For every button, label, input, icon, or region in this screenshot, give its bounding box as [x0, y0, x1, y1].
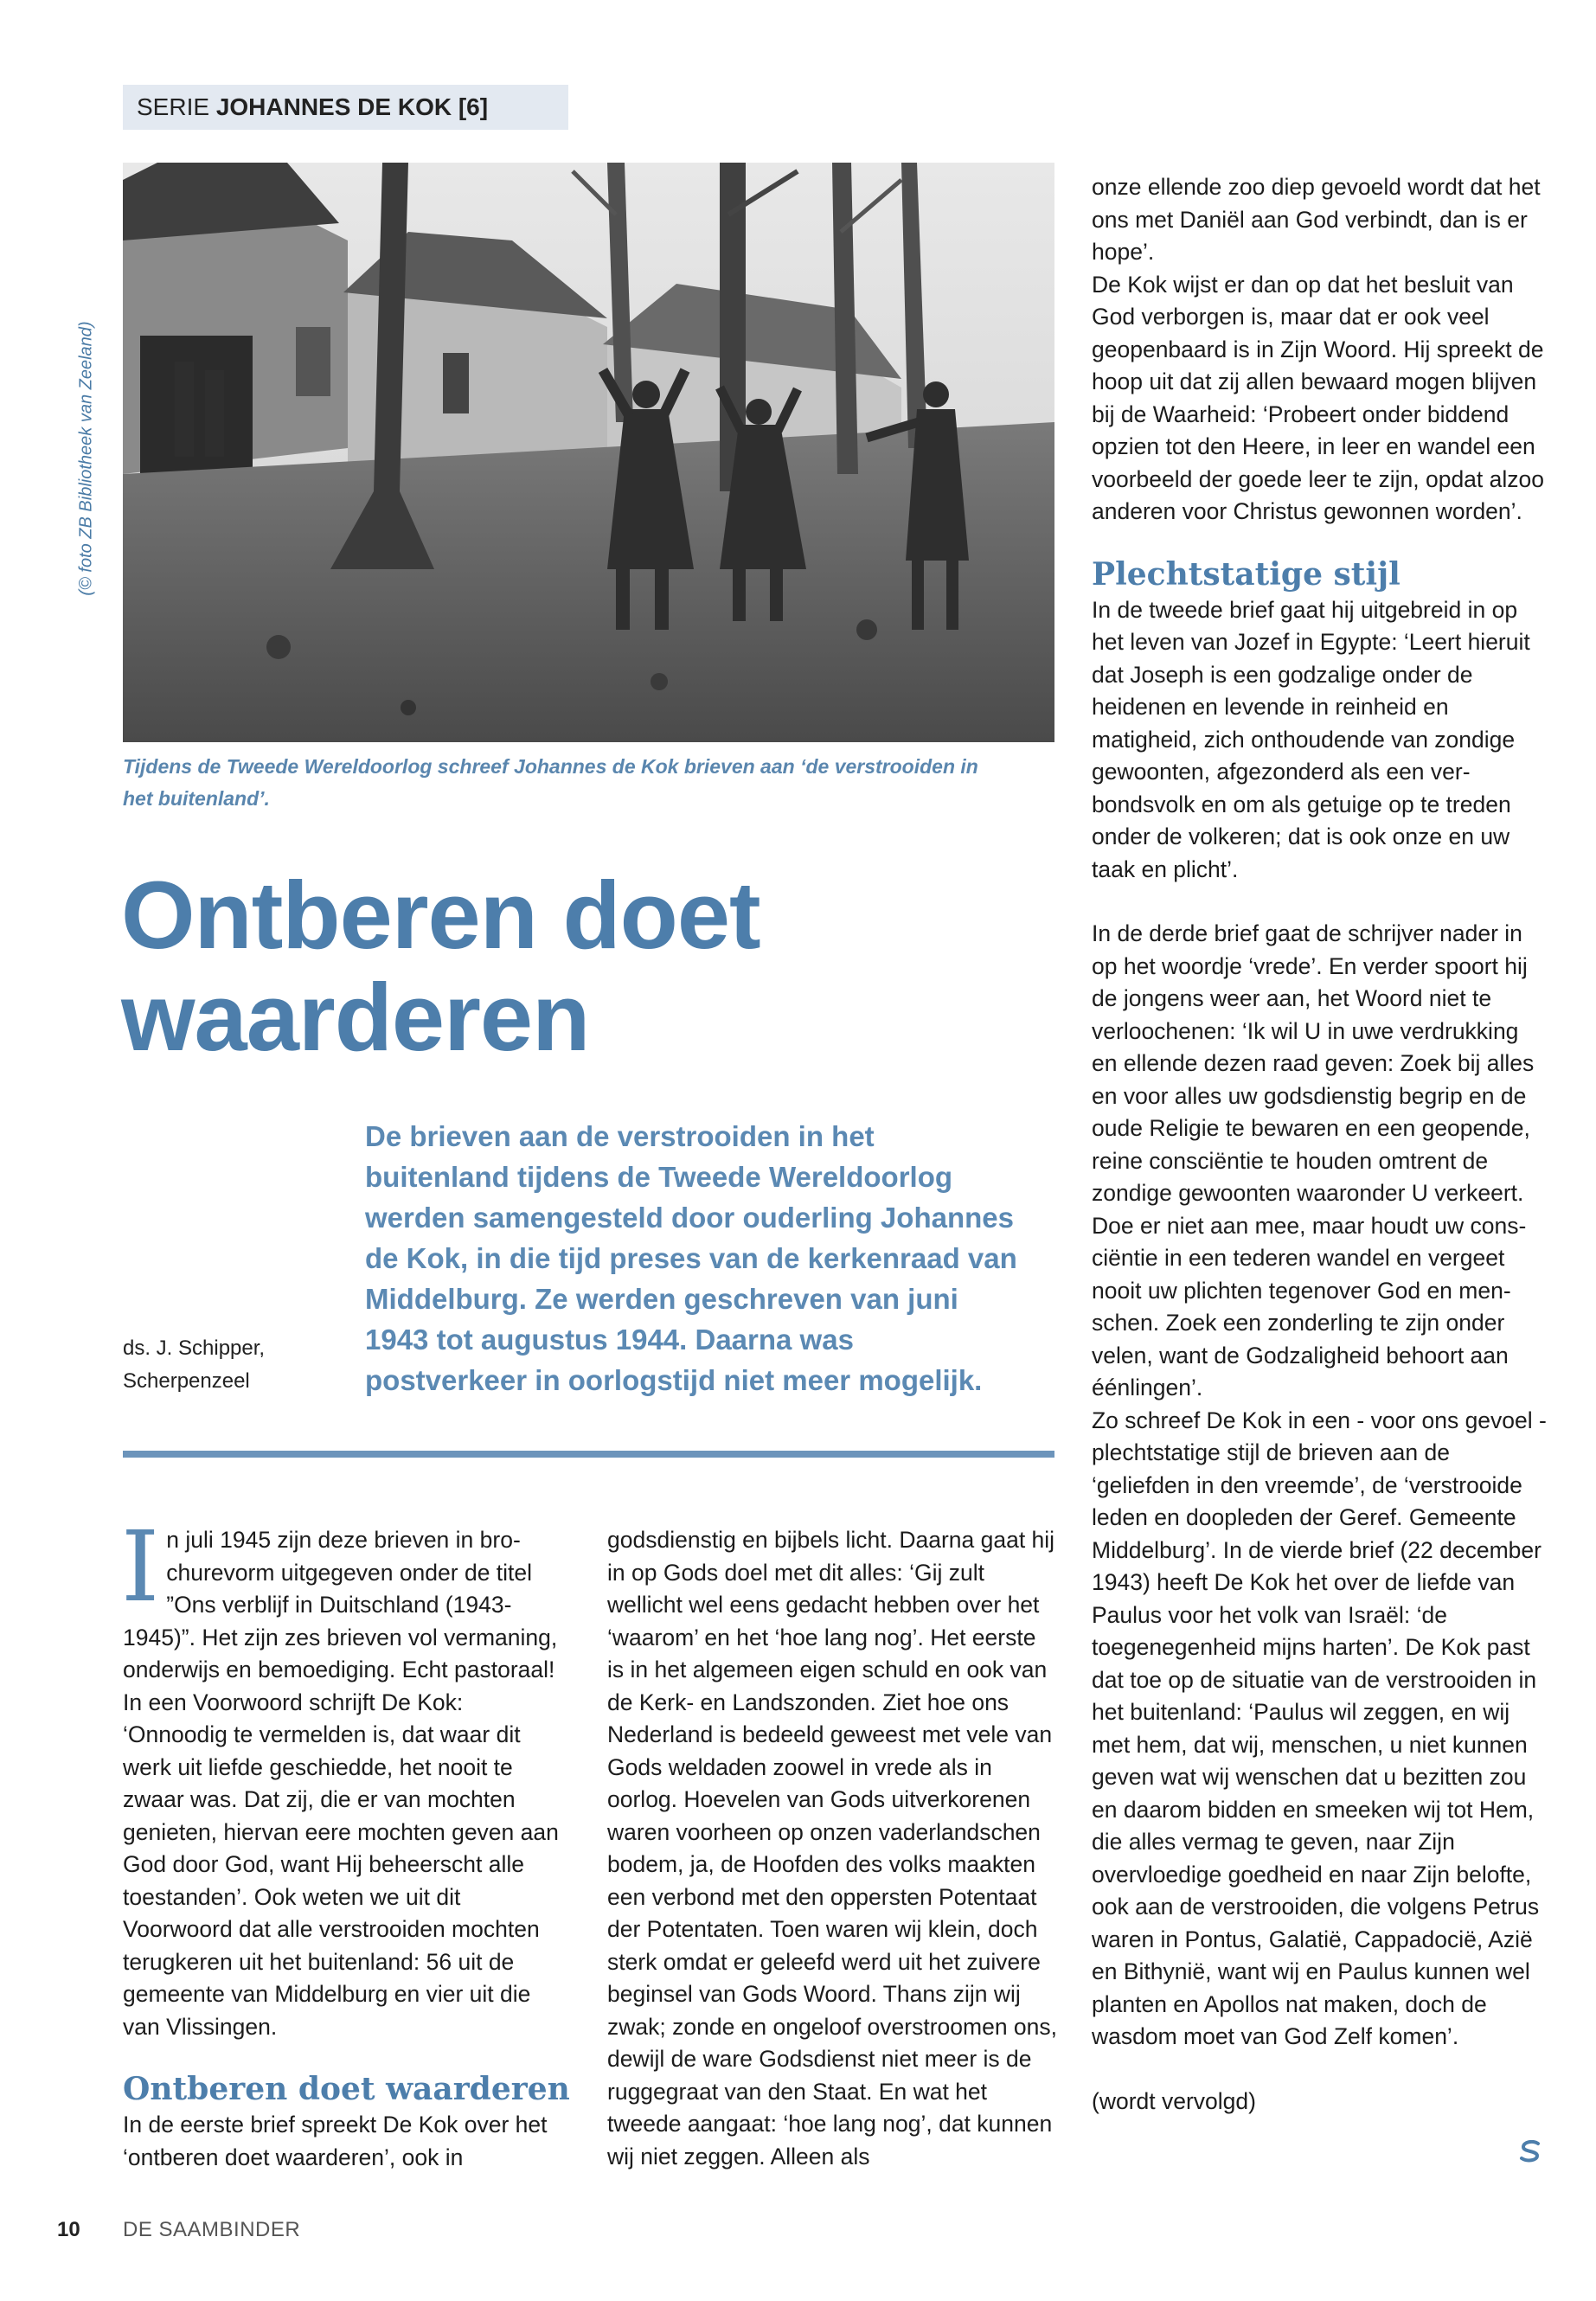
article-intro: De brieven aan de verstrooiden in het buitenland tijdens de Tweede Wereldoorlog werden samengesteld door ouderling Johannes de Kok, in die tijd preses van de kerkenraad van Middelburg. Ze werden geschreven van juni 1943 tot augustus 1944. Daarna was postverkeer in oorlogstijd niet meer mogelijk.	[365, 1120, 1017, 1396]
body-column-3	[1092, 171, 1550, 2118]
body-column-2	[607, 1524, 1057, 2173]
series-label	[123, 85, 568, 130]
subhead: Plechtstatige stijl	[1092, 555, 1401, 593]
article-photo	[123, 163, 1054, 742]
series-title: JOHANNES DE KOK [6]	[215, 93, 489, 120]
series-prefix: SERIE	[137, 93, 210, 120]
page-number: 10	[57, 2218, 80, 2241]
photo-credit: (© foto ZB Bibliotheek van Zeeland)	[76, 321, 96, 596]
body-paragraph: In de derde brief gaat de schrijver nader in op het woordje ‘vrede’. En verder spoort hij de jongens weer aan, het Woord niet te verloochenen: ‘Ik wil U in uwe verdrukking en ellende dezen raad geven: Zoek bij alles en voor alles uw godsdienstig begrip en de oude Religie te bewaren en een geopende, reine consciëntie te houden omtrent de zondige gewoonten waaronder U verkeert. Doe er niet aan mee, maar houdt uw consciëntie in een tederen wandel en vergeet nooit uw plichten tegenover God en menschen. Zoek een zonderling te zijn onder velen, want de Godzaligheid behoort aan éénlingen’.	[1092, 920, 1535, 1400]
byline	[123, 1332, 265, 1398]
body-paragraph: De Kok wijst er dan op dat het besluit van God verborgen is, maar dat er ook veel geopenbaard is in Zijn Woord. Hij spreekt de hoop uit dat zij allen bewaard mogen blijven bij de Waarheid: ‘Probeert onder biddend opzien tot den Heere, in leer en wandel een voorbeeld der goede leer te zijn, opdat alzoo anderen voor Christus gewonnen worden’.	[1092, 271, 1544, 524]
continued-note: (wordt vervolgd)	[1092, 2087, 1256, 2114]
byline-place: Scherpenzeel	[123, 1369, 250, 1393]
body-paragraph: In juli 1945 zijn deze brieven in brochurevorm uitgegeven onder de titel ”Ons verblijf in Duitschland (1943-1945)”. Het zijn zes brieven vol vermaning, onderwijs en bemoediging. Echt pastoraal! In een Voorwoord schrijft De Kok: ‘Onnoodig te vermelden is, dat waar dit werk uit liefde geschiedde, het nooit te zwaar was. Dat zij, die er van mochten genieten, hiervan eere mochten geven aan God door God, want Hij beheerscht alle toestanden’. Ook weten we uit dit Voorwoord dat alle verstrooiden mochten terugkeren uit het buitenland: 56 uit de gemeente van Middelburg en vier uit die van Vlissingen.	[121, 1511, 559, 2040]
end-mark-icon	[1519, 2140, 1542, 2163]
subhead: Ontberen doet waarderen	[123, 2071, 570, 2107]
body-paragraph: onze ellende zoo diep gevoeld wordt dat het ons met Daniël aan God verbindt, dan is er hope’.	[1092, 174, 1541, 265]
body-paragraph: Zo schreef De Kok in een - voor ons gevoel - plechtstatige stijl de brieven aan de ‘geliefden in den vreemde’, de ‘verstrooide leden en doopleden der Geref. Gemeente Middelburg’. In de vierde brief (22 december 1943) heeft De Kok het over de liefde van Paulus voor het volk van Israël: ‘de toegenegenheid mijns harten’. De Kok past dat toe op de situatie van de verstrooiden in het buitenland: ‘Paulus wil zeggen, en wij met hem, dat wij, menschen, u niet kunnen geven wat wij wenschen dat u bezitten zou en daarom bidden en smeeken wij tot Hem, die alles vermag te geven, naar Zijn overvloedige goedheid en naar Zijn belofte, ook aan de verstrooiden, die volgens Petrus waren in Pontus, Galatië, Cappadocië, Azië en Bithynië, want wij en Paulus kunnen wel planten en Apollos nat maken, doch de wasdom moet van God Zelf komen’.	[1092, 1407, 1547, 2049]
drop-cap: I	[121, 1511, 160, 1624]
body-paragraph: godsdienstig en bijbels licht. Daarna gaat hij in op Gods doel met dit alles: ‘Gij zult wellicht wel eens gedacht hebben over het ‘waarom’ en het ‘hoe lang nog’. Het eerste is in het algemeen eigen schuld en ook van de Kerk- en Landszonden. Ziet hoe ons Nederland is bedeeld geweest met vele van Gods weldaden zoowel in vrede als in oorlog. Hoevelen van Gods uitverkorenen waren voorheen op onzen vaderlandschen bodem, ja, de Hoofden des volks maakten een verbond met den oppersten Potentaat der Potentaten. Toen waren wij klein, doch sterk omdat er geleefd werd uit het zuivere beginsel van Gods Woord. Thans zijn wij zwak; zonde en ongeloof overstroomen ons, dewijl de ware Godsdienst niet meer is de ruggegraat van den Staat. En wat het tweede aangaat: ‘hoe lang nog’, dat kunnen wij niet zeggen. Alleen als	[607, 1527, 1058, 2170]
body-paragraph: In de eerste brief spreekt De Kok over het ‘ontberen doet waarderen’, ook in	[123, 2112, 548, 2170]
photo-illustration	[123, 163, 1054, 742]
headline-line-1: Ontberen doet	[121, 862, 760, 969]
photo-caption: Tijdens de Tweede Wereldoorlog schreef Johannes de Kok brieven aan ‘de verstrooiden in het buitenland’.	[123, 755, 978, 810]
section-divider	[123, 1451, 1054, 1458]
byline-author: ds. J. Schipper,	[123, 1336, 266, 1360]
body-paragraph: In de tweede brief gaat hij uitgebreid in op het leven van Jozef in Egypte: ‘Leert hieruit dat Joseph is een godzalige onder de heidenen en levende in reinheid en matigheid, zich onthoudende van zondige gewoonten, afgezonderd als een verbondsvolk en om als getuige op te treden onder de volkeren; dat is ook onze en uw taak en plicht’.	[1092, 596, 1530, 882]
body-column-1	[121, 1511, 573, 2174]
article-headline	[121, 862, 900, 1071]
headline-line-2: waarderen	[121, 965, 590, 1071]
magazine-name: DE SAAMBINDER	[123, 2218, 301, 2241]
